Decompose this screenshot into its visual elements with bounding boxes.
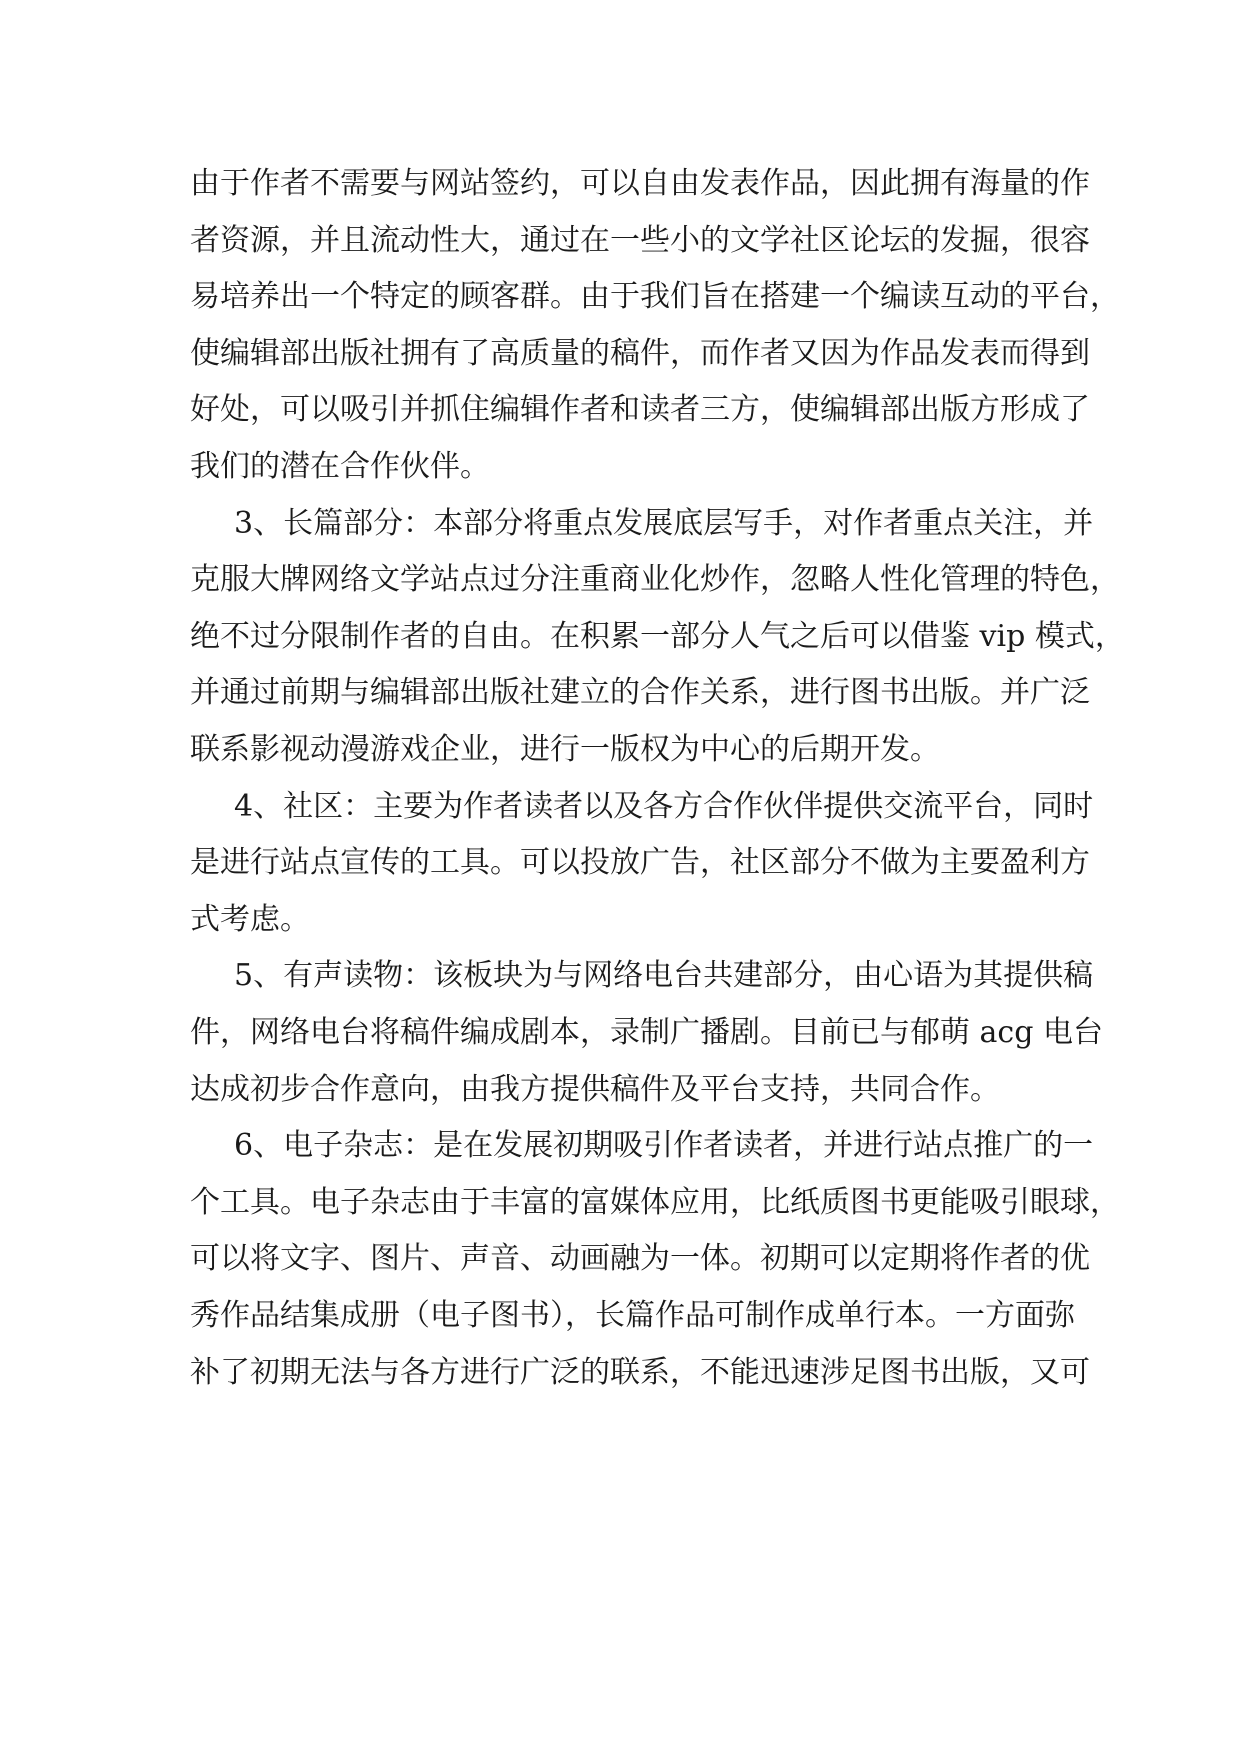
text-line: 是进行站点宣传的工具。可以投放广告，社区部分不做为主要盈利方 [190, 845, 1090, 880]
text-line: 5、有声读物：该板块为与网络电台共建部分，由心语为其提供稿 [234, 958, 1094, 993]
text-line: 4、社区：主要为作者读者以及各方合作伙伴提供交流平台，同时 [234, 789, 1094, 824]
text-line: 使编辑部出版社拥有了高质量的稿件，而作者又因为作品发表而得到 [190, 336, 1090, 371]
text-line: 式考虑。 [190, 902, 310, 937]
text-line: 补了初期无法与各方进行广泛的联系，不能迅速涉足图书出版，又可 [190, 1355, 1090, 1390]
text-line: 联系影视动漫游戏企业，进行一版权为中心的后期开发。 [190, 732, 940, 767]
text-line: 易培养出一个特定的顾客群。由于我们旨在搭建一个编读互动的平台， [190, 279, 1120, 314]
text-line: 3、长篇部分：本部分将重点发展底层写手，对作者重点关注，并 [234, 506, 1094, 541]
text-line: 秀作品结集成册（电子图书），长篇作品可制作成单行本。一方面弥 [190, 1298, 1075, 1333]
text-line: 由于作者不需要与网站签约，可以自由发表作品，因此拥有海量的作 [190, 166, 1090, 201]
text-line: 可以将文字、图片、声音、动画融为一体。初期可以定期将作者的优 [190, 1241, 1090, 1276]
text-line: 者资源，并且流动性大，通过在一些小的文学社区论坛的发掘，很容 [190, 223, 1090, 258]
text-line: 6、电子杂志：是在发展初期吸引作者读者，并进行站点推广的一 [234, 1128, 1094, 1163]
text-line: 件，网络电台将稿件编成剧本，录制广播剧。目前已与郁萌 acg 电台 [190, 1015, 1103, 1050]
text-line: 好处，可以吸引并抓住编辑作者和读者三方，使编辑部出版方形成了 [190, 392, 1090, 427]
text-line: 个工具。电子杂志由于丰富的富媒体应用，比纸质图书更能吸引眼球， [190, 1185, 1120, 1220]
text-line: 克服大牌网络文学站点过分注重商业化炒作，忽略人性化管理的特色， [190, 562, 1120, 597]
text-line: 并通过前期与编辑部出版社建立的合作关系，进行图书出版。并广泛 [190, 675, 1090, 710]
text-line: 达成初步合作意向，由我方提供稿件及平台支持，共同合作。 [190, 1072, 1000, 1107]
text-line: 绝不过分限制作者的自由。在积累一部分人气之后可以借鉴 vip 模式， [190, 619, 1125, 654]
text-line: 我们的潜在合作伙伴。 [190, 449, 490, 484]
